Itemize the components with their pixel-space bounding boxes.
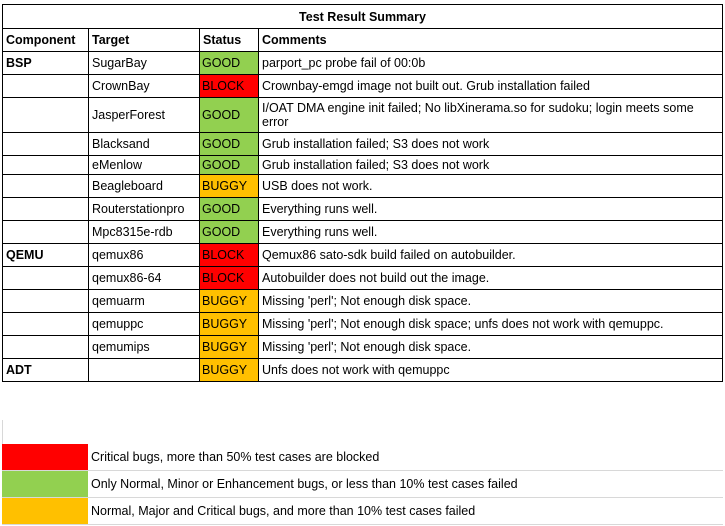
target-cell[interactable]	[89, 359, 200, 382]
target-cell[interactable]: eMenlow	[89, 156, 200, 175]
target-cell[interactable]: Mpc8315e-rdb	[89, 221, 200, 244]
component-cell[interactable]: BSP	[3, 52, 89, 75]
status-cell[interactable]: BLOCK	[200, 75, 259, 98]
legend-text-buggy[interactable]: Normal, Major and Critical bugs, and more than 10% test cases failed	[91, 504, 476, 518]
target-cell[interactable]: Beagleboard	[89, 175, 200, 198]
target-cell[interactable]: CrownBay	[89, 75, 200, 98]
component-cell[interactable]: ADT	[3, 359, 89, 382]
legend-item-good	[2, 471, 723, 498]
status-cell[interactable]: BUGGY	[200, 336, 259, 359]
comment-cell[interactable]: I/OAT DMA engine init failed; No libXinerama.so for sudoku; login meets some error	[259, 98, 723, 133]
comment-cell[interactable]: Crownbay-emgd image not built out. Grub installation failed	[259, 75, 723, 98]
title-row	[3, 5, 723, 29]
target-cell[interactable]: JasperForest	[89, 98, 200, 133]
table-row	[3, 156, 723, 175]
table-row	[3, 175, 723, 198]
comment-cell[interactable]: Qemux86 sato-sdk build failed on autobuilder.	[259, 244, 723, 267]
table-row	[3, 221, 723, 244]
legend-swatch-block[interactable]	[2, 444, 88, 470]
spacer-row	[2, 420, 724, 444]
status-cell[interactable]: BUGGY	[200, 313, 259, 336]
table-row	[3, 133, 723, 156]
header-row	[3, 29, 723, 52]
legend-item-buggy	[2, 498, 723, 525]
legend-item-block	[2, 444, 723, 471]
status-cell[interactable]: BLOCK	[200, 267, 259, 290]
header-comments[interactable]: Comments	[259, 29, 723, 52]
target-cell[interactable]: qemux86-64	[89, 267, 200, 290]
table-row	[3, 290, 723, 313]
component-cell[interactable]	[3, 290, 89, 313]
legend	[2, 444, 723, 525]
table-row	[3, 75, 723, 98]
target-cell[interactable]: Routerstationpro	[89, 198, 200, 221]
comment-cell[interactable]: Grub installation failed; S3 does not work	[259, 133, 723, 156]
header-status[interactable]: Status	[200, 29, 259, 52]
header-component[interactable]: Component	[3, 29, 89, 52]
comment-cell[interactable]: Missing 'perl'; Not enough disk space.	[259, 290, 723, 313]
table-row	[3, 359, 723, 382]
status-cell[interactable]: GOOD	[200, 156, 259, 175]
comment-cell[interactable]: Everything runs well.	[259, 198, 723, 221]
comment-cell[interactable]: Grub installation failed; S3 does not work	[259, 156, 723, 175]
table-row	[3, 313, 723, 336]
comment-cell[interactable]: Missing 'perl'; Not enough disk space.	[259, 336, 723, 359]
component-cell[interactable]: QEMU	[3, 244, 89, 267]
target-cell[interactable]: qemumips	[89, 336, 200, 359]
component-cell[interactable]	[3, 75, 89, 98]
status-cell[interactable]: BUGGY	[200, 290, 259, 313]
legend-swatch-buggy[interactable]	[2, 498, 88, 524]
component-cell[interactable]	[3, 267, 89, 290]
table-row	[3, 52, 723, 75]
comment-cell[interactable]: USB does not work.	[259, 175, 723, 198]
table-row	[3, 244, 723, 267]
legend-swatch-good[interactable]	[2, 471, 88, 497]
header-target[interactable]: Target	[89, 29, 200, 52]
component-cell[interactable]	[3, 156, 89, 175]
component-cell[interactable]	[3, 313, 89, 336]
comment-cell[interactable]: Unfs does not work with qemuppc	[259, 359, 723, 382]
status-cell[interactable]: BUGGY	[200, 175, 259, 198]
target-cell[interactable]: qemuarm	[89, 290, 200, 313]
table-row	[3, 98, 723, 133]
status-cell[interactable]: GOOD	[200, 133, 259, 156]
table-row	[3, 198, 723, 221]
component-cell[interactable]	[3, 133, 89, 156]
table-row	[3, 336, 723, 359]
target-cell[interactable]: qemuppc	[89, 313, 200, 336]
status-cell[interactable]: GOOD	[200, 98, 259, 133]
target-cell[interactable]: Blacksand	[89, 133, 200, 156]
status-cell[interactable]: GOOD	[200, 221, 259, 244]
component-cell[interactable]	[3, 198, 89, 221]
table-title[interactable]: Test Result Summary	[3, 5, 723, 29]
status-cell[interactable]: GOOD	[200, 52, 259, 75]
comment-cell[interactable]: Autobuilder does not build out the image.	[259, 267, 723, 290]
legend-text-good[interactable]: Only Normal, Minor or Enhancement bugs, or less than 10% test cases failed	[91, 477, 518, 491]
target-cell[interactable]: qemux86	[89, 244, 200, 267]
status-cell[interactable]: BLOCK	[200, 244, 259, 267]
table-row	[3, 267, 723, 290]
component-cell[interactable]	[3, 175, 89, 198]
component-cell[interactable]	[3, 336, 89, 359]
target-cell[interactable]: SugarBay	[89, 52, 200, 75]
comment-cell[interactable]: Missing 'perl'; Not enough disk space; unfs does not work with qemuppc.	[259, 313, 723, 336]
comment-cell[interactable]: Everything runs well.	[259, 221, 723, 244]
test-result-table	[2, 4, 723, 382]
status-cell[interactable]: BUGGY	[200, 359, 259, 382]
component-cell[interactable]	[3, 221, 89, 244]
legend-text-block[interactable]: Critical bugs, more than 50% test cases are blocked	[91, 450, 380, 464]
comment-cell[interactable]: parport_pc probe fail of 00:0b	[259, 52, 723, 75]
component-cell[interactable]	[3, 98, 89, 133]
status-cell[interactable]: GOOD	[200, 198, 259, 221]
